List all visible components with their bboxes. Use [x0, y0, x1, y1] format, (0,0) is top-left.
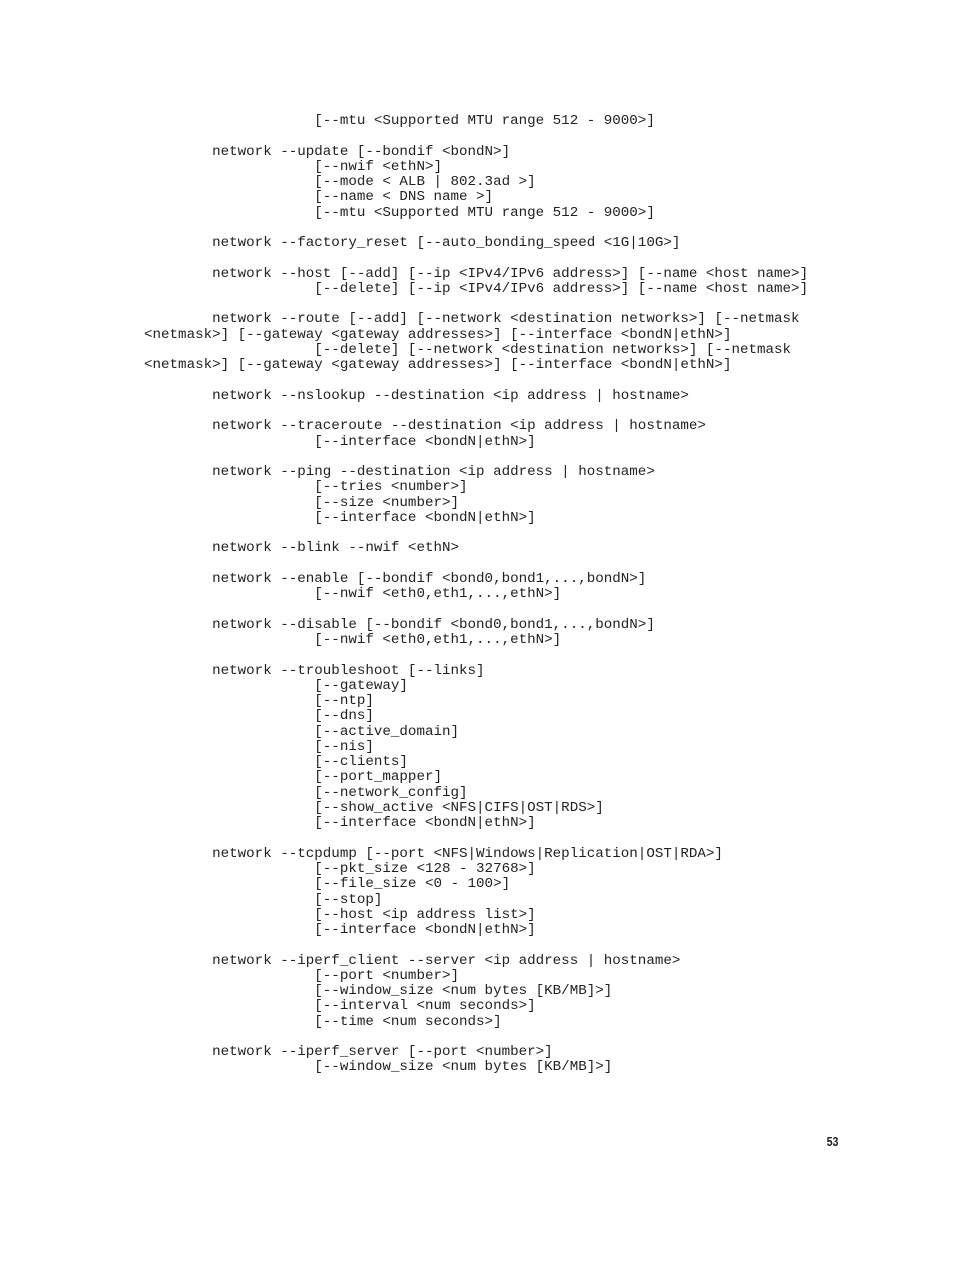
code-line: network --blink --nwif <ethN> [144, 540, 460, 557]
code-line [144, 1030, 808, 1045]
code-line: network --nslookup --destination <ip address | hostname> [144, 387, 689, 404]
code-line: network --troubleshoot [--links] [144, 662, 485, 679]
code-line: [--interface <bondN|ethN>] [144, 922, 536, 939]
code-line: [--file_size <0 - 100>] [144, 876, 511, 893]
code-line [144, 603, 808, 618]
code-line: [--name < DNS name >] [144, 189, 494, 206]
code-line: [--ntp] [144, 693, 374, 710]
code-line: [--clients] [144, 754, 408, 771]
code-line: [--dns] [144, 708, 374, 725]
code-line: network --traceroute --destination <ip address | hostname> [144, 418, 706, 435]
code-line: <netmask>] [--gateway <gateway addresses>] [--interface <bondN|ethN>] [144, 357, 732, 374]
code-line: network --update [--bondif <bondN>] [144, 143, 511, 160]
code-line [144, 831, 808, 846]
code-line: [--window_size <num bytes [KB/MB]>] [144, 1059, 613, 1076]
code-line: [--nwif <ethN>] [144, 158, 442, 175]
code-line: [--port_mapper] [144, 769, 442, 786]
code-line: <netmask>] [--gateway <gateway addresses>] [--interface <bondN|ethN>] [144, 326, 732, 343]
code-line: [--nwif <eth0,eth1,...,ethN>] [144, 586, 562, 603]
code-line: [--nwif <eth0,eth1,...,ethN>] [144, 632, 562, 649]
code-line: [--interface <bondN|ethN>] [144, 815, 536, 832]
code-line: [--active_domain] [144, 723, 460, 740]
code-line: [--delete] [--network <destination networks>] [--netmask [144, 341, 792, 358]
code-line: [--nis] [144, 738, 374, 755]
code-line: [--interval <num seconds>] [144, 998, 536, 1015]
code-line: [--time <num seconds>] [144, 1013, 502, 1030]
code-line: [--port <number>] [144, 967, 460, 984]
code-line: [--pkt_size <128 - 32768>] [144, 861, 536, 878]
code-line: [--mode < ALB | 802.3ad >] [144, 174, 536, 191]
code-line: [--tries <number>] [144, 479, 468, 496]
command-syntax-block [144, 114, 808, 1076]
code-line: network --iperf_server [--port <number>] [144, 1044, 553, 1061]
code-line [144, 450, 808, 465]
code-line [144, 404, 808, 419]
code-line: network --factory_reset [--auto_bonding_speed <1G|10G>] [144, 235, 681, 252]
code-line [144, 648, 808, 663]
code-line: [--show_active <NFS|CIFS|OST|RDS>] [144, 799, 604, 816]
code-line: network --disable [--bondif <bond0,bond1,...,bondN>] [144, 616, 655, 633]
page-number: 53 [826, 1134, 838, 1149]
code-line: [--window_size <num bytes [KB/MB]>] [144, 983, 613, 1000]
code-line [144, 938, 808, 953]
code-line: [--interface <bondN|ethN>] [144, 433, 536, 450]
code-line: network --enable [--bondif <bond0,bond1,...,bondN>] [144, 570, 647, 587]
code-line [144, 526, 808, 541]
code-line: [--network_config] [144, 784, 468, 801]
code-line: [--stop] [144, 891, 383, 908]
code-line: [--size <number>] [144, 494, 460, 511]
code-line: network --tcpdump [--port <NFS|Windows|Replication|OST|RDA>] [144, 845, 723, 862]
code-line: [--host <ip address list>] [144, 906, 536, 923]
code-line: [--interface <bondN|ethN>] [144, 509, 536, 526]
code-line: network --host [--add] [--ip <IPv4/IPv6 address>] [--name <host name>] [144, 265, 809, 282]
code-line: network --iperf_client --server <ip address | hostname> [144, 952, 681, 969]
code-line: [--gateway] [144, 677, 408, 694]
code-line [144, 297, 808, 312]
code-line [144, 251, 808, 266]
code-line [144, 129, 808, 144]
code-line: [--mtu <Supported MTU range 512 - 9000>] [144, 113, 655, 129]
code-line: network --route [--add] [--network <destination networks>] [--netmask [144, 311, 800, 328]
code-line: [--mtu <Supported MTU range 512 - 9000>] [144, 204, 655, 221]
code-line: network --ping --destination <ip address | hostname> [144, 464, 655, 481]
code-line: [--delete] [--ip <IPv4/IPv6 address>] [--name <host name>] [144, 280, 809, 297]
code-line [144, 221, 808, 236]
code-line [144, 557, 808, 572]
code-line [144, 374, 808, 389]
